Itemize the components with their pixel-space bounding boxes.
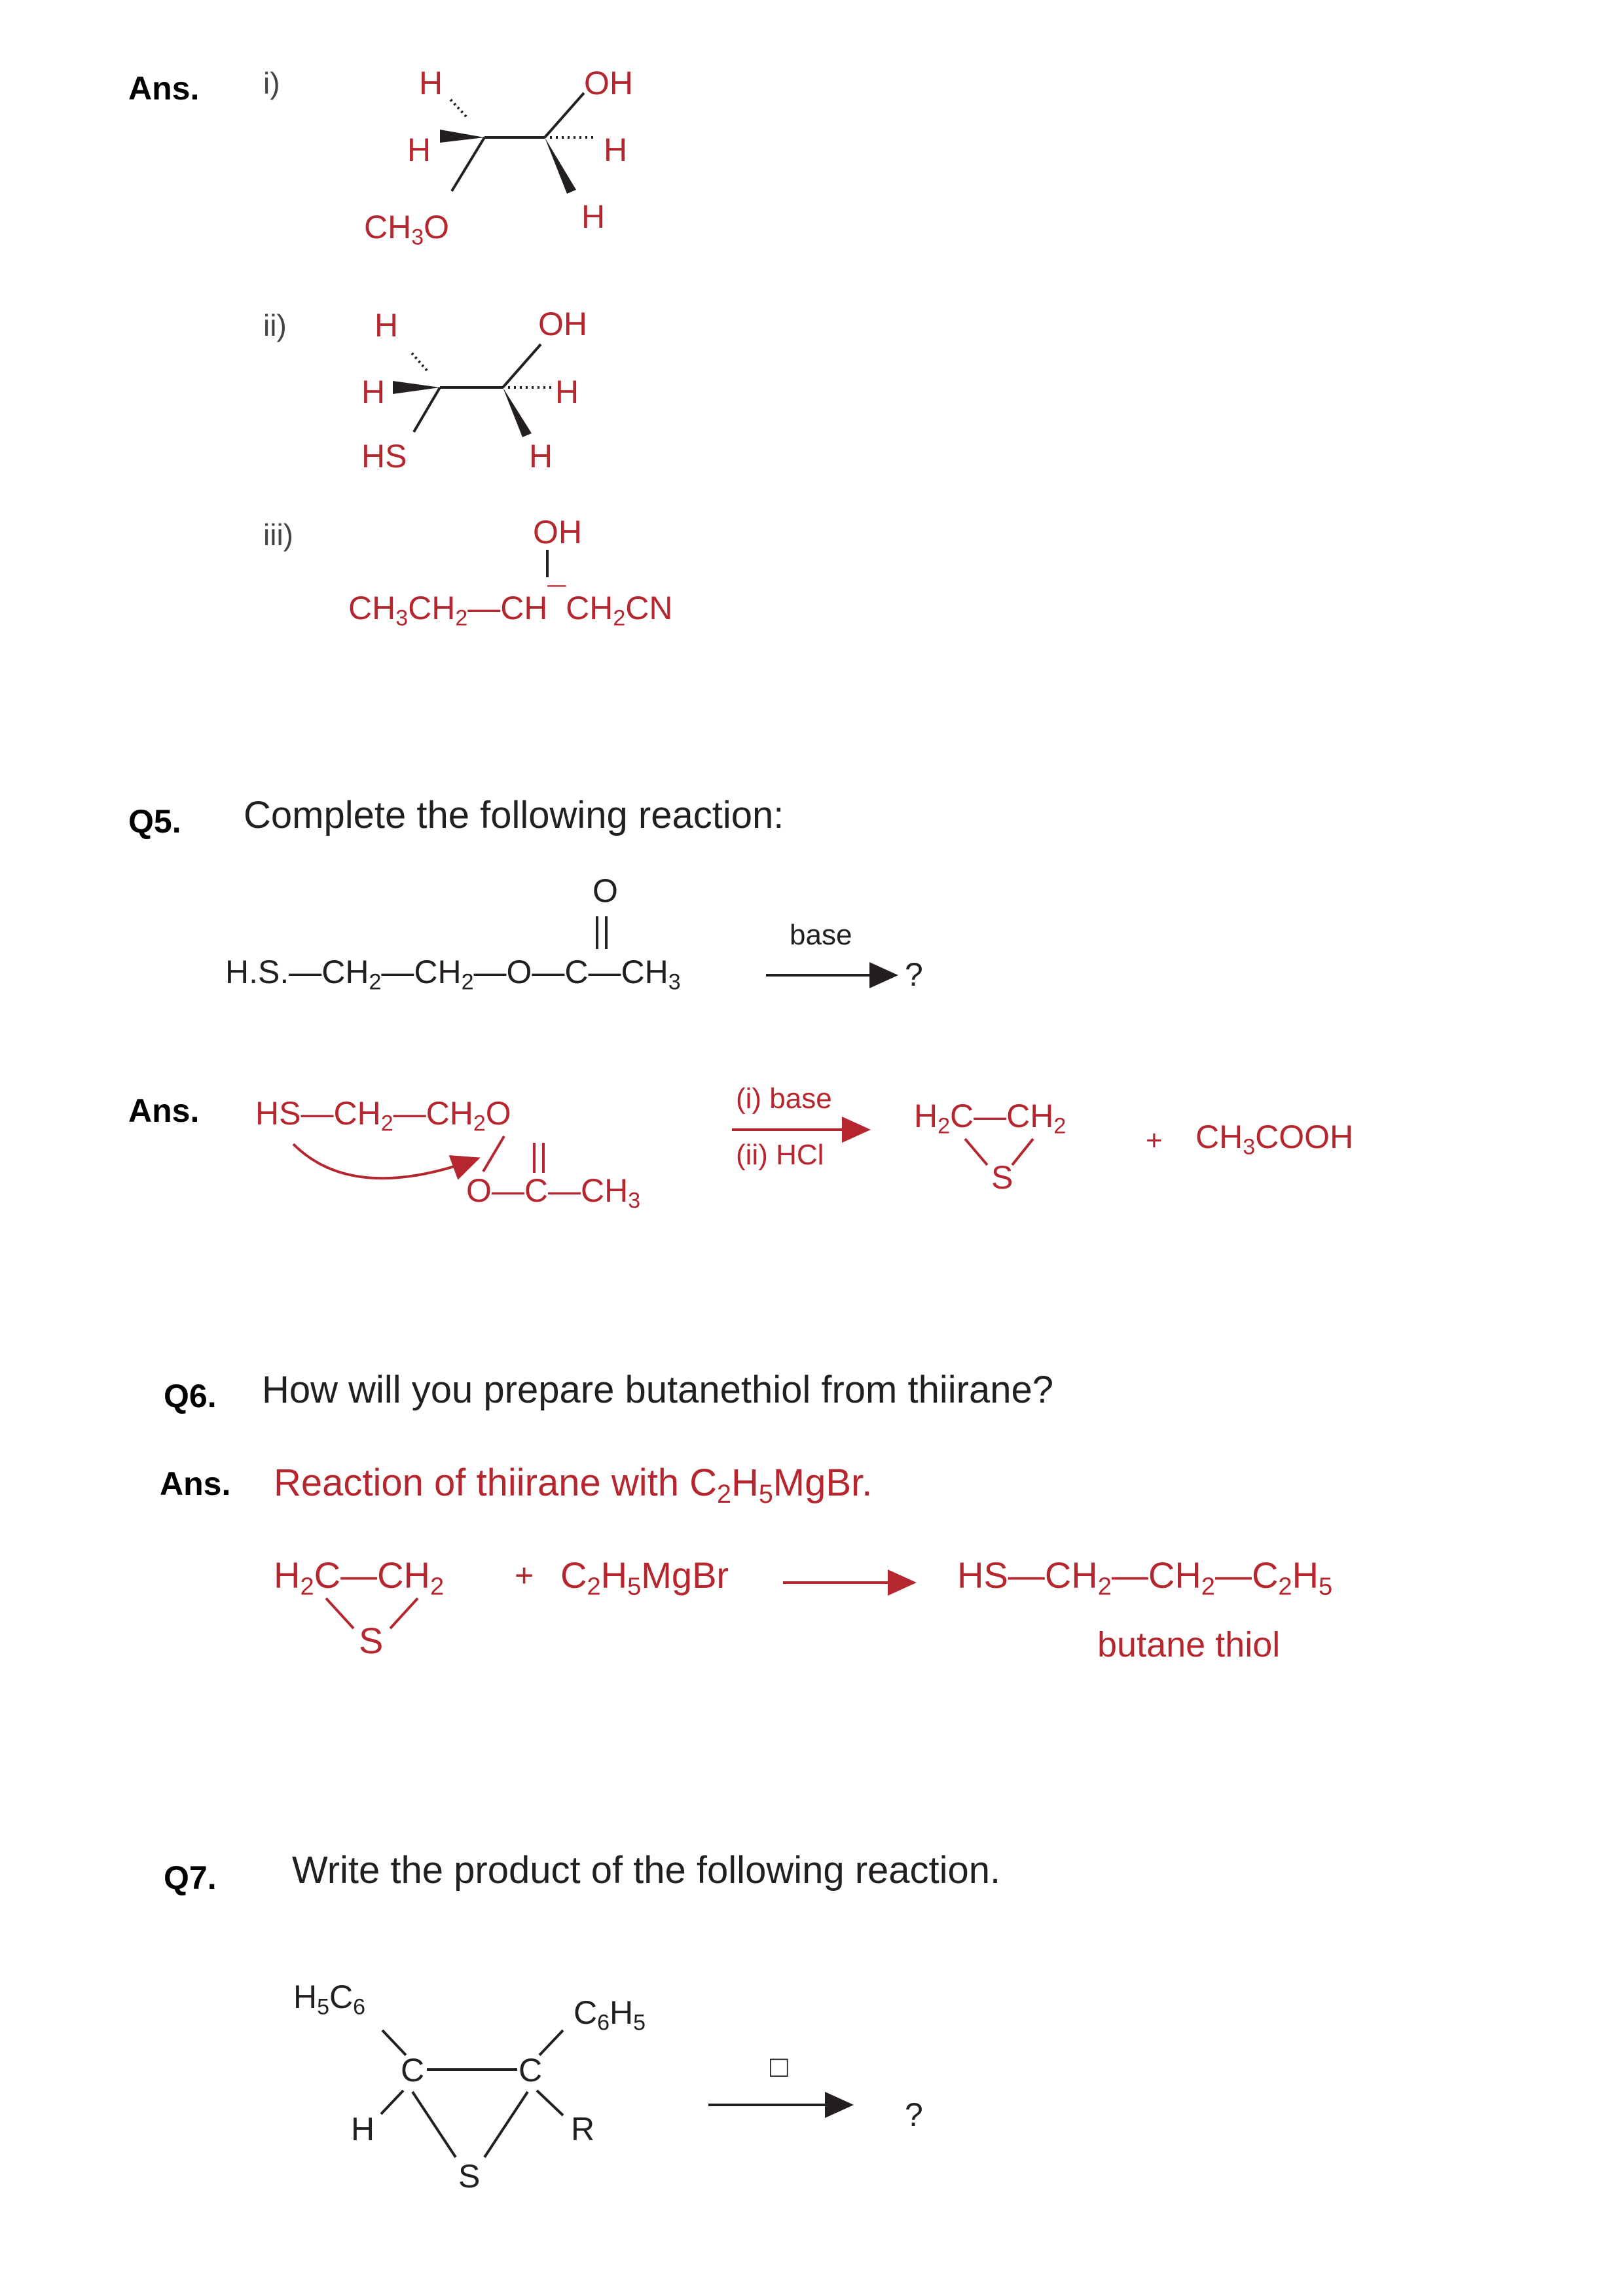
plus-sign: +	[515, 1557, 534, 1594]
atom-h-left: H	[407, 132, 431, 168]
reagent-grignard: $C_2H_5MgBr$	[560, 1554, 729, 1601]
atom-h-bottom: H	[581, 198, 606, 235]
reactant-lower: $O—C—CH_3$	[466, 1172, 641, 1213]
ring-top: $H_2C—CH_2$	[914, 1098, 1067, 1139]
question-label-q5: Q5.	[128, 803, 181, 840]
reagent-base: base	[790, 919, 852, 951]
ring-s: S	[359, 1620, 384, 1661]
item-number-ii: ii)	[263, 308, 287, 342]
atom-c-right: C	[519, 2052, 543, 2089]
product-butanethiol: $HS—CH_2—CH_2—C_2H_5$	[957, 1554, 1333, 1601]
q7-product: ?	[905, 2096, 923, 2133]
question-text-q5: Complete the following reaction:	[244, 794, 784, 836]
answer-label: Ans.	[128, 70, 200, 107]
atom-h-top: H	[419, 65, 443, 101]
reagent-placeholder: □	[770, 2049, 788, 2083]
atom-c-left: C	[401, 2052, 425, 2089]
q7-bonds	[381, 2030, 851, 2157]
structure-ii-bonds	[393, 344, 551, 437]
reagent-i: (i) base	[736, 1083, 832, 1115]
ring-top: $H_2C—CH_2$	[274, 1554, 445, 1601]
atom-o-top: O	[593, 872, 618, 909]
formula-chain: $CH_3CH_2—CH¯CH_2CN$	[348, 581, 673, 631]
reactant-chain: $H.S.—CH_2—CH_2—O—C—CH_3$	[225, 954, 681, 995]
q5-bonds	[597, 916, 896, 975]
atom-h-right: H	[604, 132, 628, 168]
atom-h-left: H	[361, 374, 386, 410]
ring-s: S	[991, 1159, 1013, 1196]
atom-h-right: H	[555, 374, 579, 410]
reagent-ii: (ii) HCl	[736, 1139, 824, 1171]
atom-h-bottom: H	[529, 438, 553, 475]
item-number-iii: iii)	[263, 518, 293, 552]
atom-oh: OH	[533, 514, 582, 550]
atom-h-top: H	[374, 307, 399, 344]
atom-ch3o: $CH_3O$	[364, 209, 450, 250]
atom-hs: HS	[361, 438, 407, 475]
item-number-i: i)	[263, 66, 280, 100]
q6-bonds	[326, 1583, 914, 1628]
question-text-q7: Write the product of the following reaction.	[292, 1849, 1001, 1892]
answer-label-q5: Ans.	[128, 1092, 200, 1129]
product-name: butane thiol	[1097, 1625, 1281, 1664]
atom-s: S	[458, 2158, 481, 2195]
atom-r: R	[571, 2111, 595, 2147]
atom-oh: OH	[584, 65, 633, 101]
atom-h: H	[351, 2111, 375, 2147]
q5-answer-bonds	[293, 1130, 1033, 1178]
question-label-q7: Q7.	[164, 1859, 217, 1896]
atom-h5c6: $H_5C_6$	[293, 1979, 366, 2020]
plus-sign: +	[1146, 1124, 1163, 1157]
question-text-q6: How will you prepare butanethiol from thiirane?	[262, 1369, 1053, 1411]
reactant-chain: $HS—CH_2—CH_2O$	[255, 1095, 511, 1136]
atom-c6h5: $C_6H_5$	[574, 1994, 646, 2036]
answer-text-q6: Reaction of thiirane with $C_2H_5MgBr$.	[274, 1462, 873, 1509]
answer-label-q6: Ans.	[160, 1465, 231, 1502]
atom-oh: OH	[538, 306, 587, 342]
question-label-q6: Q6.	[164, 1378, 217, 1414]
coproduct: $CH_3COOH$	[1195, 1119, 1354, 1160]
q5-product: ?	[905, 956, 923, 993]
structure-i-bonds	[440, 93, 597, 194]
